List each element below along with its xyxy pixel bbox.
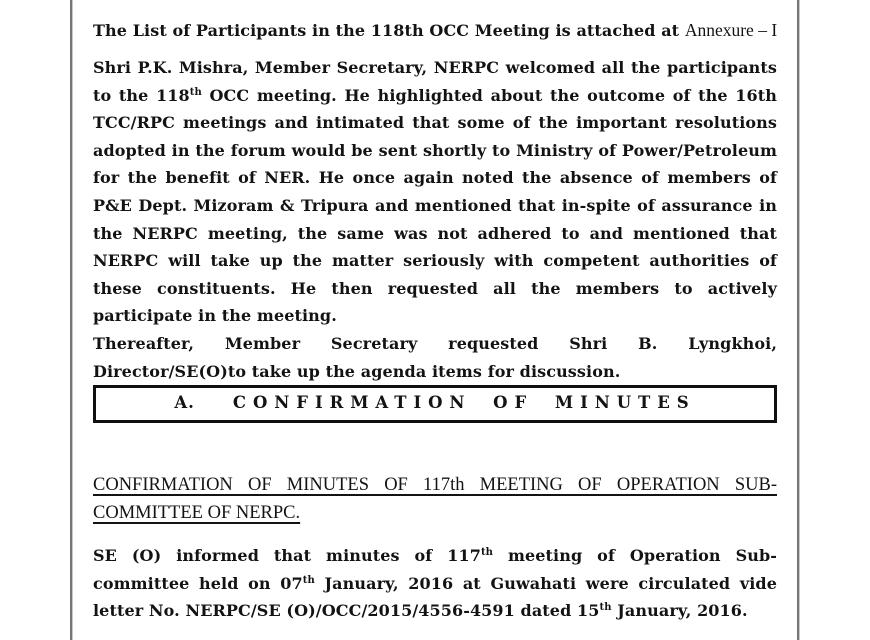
ordinal-superscript: th [189,86,202,98]
confirmation-heading-line-2: COMMITTEE OF NERPC. [93,503,301,524]
section-a-label: A. [174,393,195,413]
confirmation-of-minutes-heading [93,471,777,527]
ordinal-superscript: th [480,547,494,559]
minutes-paragraph-text-3: January, 2016 at Guwahati were circulated vide letter No. NERPC/SE (O)/OCC/2015/4556-4591 dated 15 [93,573,777,621]
participants-note-text: The List of Participants in the 118th OCC Meeting is attached at [93,21,685,40]
welcome-paragraph-text-2: OCC meeting. He highlighted about the outcome of the 16th TCC/RPC meetings and intimated that some of the important resolutions adopted in the forum would be sent shortly to Ministry of Power/Petroleum for the benefit of NER. He once again noted the absence of members of P&E Dept. Mizoram & Tripura and mentioned that in-spite of assurance in the NERPC meeting, the same was not adhered to and mentioned that NERPC will take up the matter seriously with competent authorities of these constituents. He then requested all the members to actively participate in the meeting. [93,85,777,326]
right-page-margin-rule [797,0,799,640]
annexure-reference: Annexure – I [684,20,778,40]
section-a-title: CONFIRMATION OF MINUTES [232,393,696,413]
ordinal-superscript: th [302,574,315,586]
minutes-paragraph-text-4: January, 2016. [611,601,748,621]
minutes-paragraph-text-2: meeting of Operation Sub-committee held on 07 [93,546,778,593]
confirmation-heading-line-1: CONFIRMATION OF MINUTES OF 117th MEETING OF OPERATION SUB- [93,475,777,496]
minutes-circulation-paragraph [93,542,777,625]
section-a-title-box [93,385,777,423]
welcome-paragraph [93,54,777,330]
agenda-request-paragraph: Thereafter, Member Secretary requested Shri B. Lyngkhoi, Director/SE(O)to take up the agenda items for discussion. [93,333,777,381]
participants-note [93,20,777,41]
left-page-margin-rule [70,0,72,640]
minutes-paragraph-text-1: SE (O) informed that minutes of 117 [93,546,481,566]
welcome-paragraph-text-1: Shri P.K. Mishra, Member Secretary, NERPC welcomed all the participants to the 118 [93,58,777,105]
ordinal-superscript: th [599,602,612,614]
document-content [93,20,777,625]
